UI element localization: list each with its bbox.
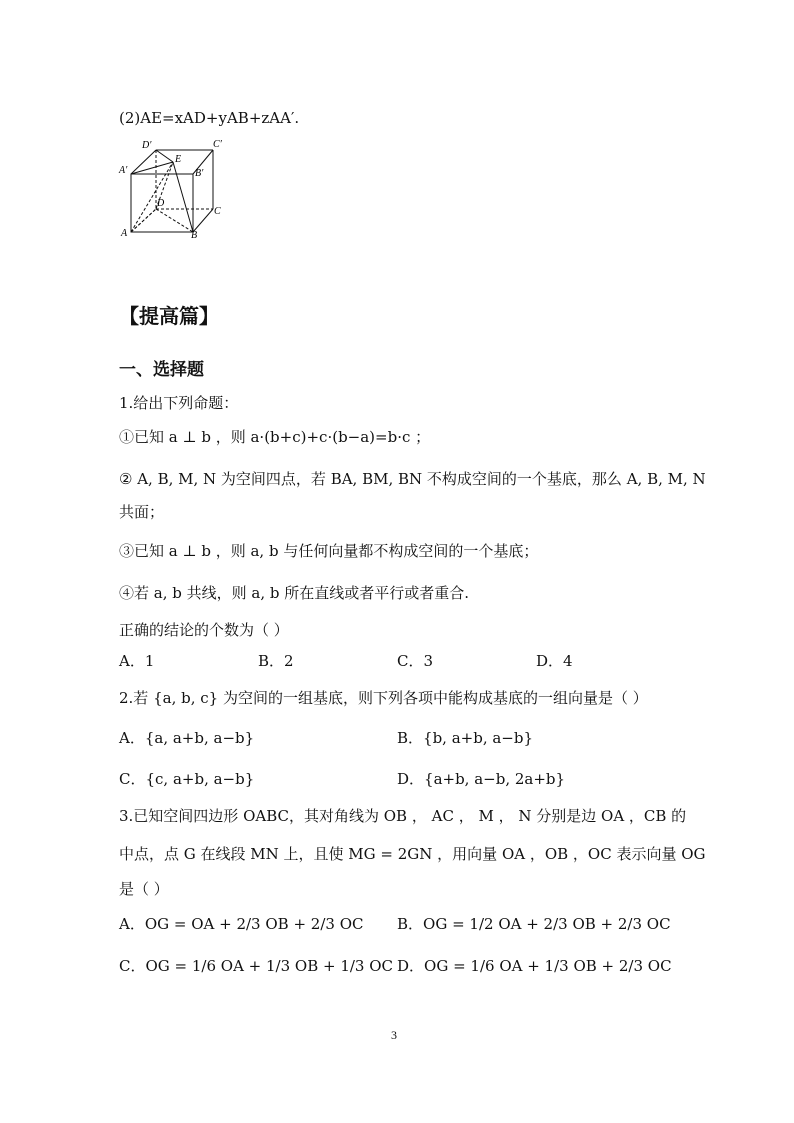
label-A: A xyxy=(121,228,128,238)
label-Bp: B′ xyxy=(195,168,204,179)
q1-proposition-1: ①已知 a ⊥ b ，则 a·(b+c)+c·(b−a)=b·c ； xyxy=(119,428,431,446)
q2-option-d[interactable]: D．{a+b, a−b, 2a+b} xyxy=(397,770,566,788)
q1-option-d[interactable]: D．4 xyxy=(536,652,573,670)
q2-stem: 2.若 {a, b, c} 为空间的一组基底，则下列各项中能构成基底的一组向量是（ ） xyxy=(119,689,648,707)
q1-proposition-2a: ② A, B, M, N 为空间四点，若 BA, BM, BN 不构成空间的一个基底，那么 A, B, M, N xyxy=(119,470,706,488)
q1-proposition-4: ④若 a, b 共线，则 a, b 所在直线或者平行或者重合. xyxy=(119,584,470,602)
q1-ask: 正确的结论的个数为（ ） xyxy=(119,621,289,639)
q1-proposition-2b: 共面； xyxy=(119,503,165,521)
label-D: D xyxy=(157,198,165,209)
q1-proposition-3: ③已知 a ⊥ b ，则 a, b 与任何向量都不构成空间的一个基底； xyxy=(119,542,539,560)
q1-option-b[interactable]: B．2 xyxy=(258,652,294,670)
q3-option-b[interactable]: B．OG = 1/2 OA + 2/3 OB + 2/3 OC xyxy=(397,915,671,933)
q1-stem: 1.给出下列命题： xyxy=(119,394,239,412)
intro-formula: (2)AE=xAD+yAB+zAA′. xyxy=(119,109,300,127)
label-Cp: C′ xyxy=(213,139,222,150)
subsection-heading: 一、选择题 xyxy=(119,360,204,380)
q2-option-b[interactable]: B．{b, a+b, a−b} xyxy=(397,729,534,747)
q3-stem-line-1: 3.已知空间四边形 OABC，其对角线为 OB ， AC ， M ， N 分别是边 OA ，CB 的 xyxy=(119,807,687,825)
label-Dp: D′ xyxy=(142,140,152,151)
label-E: E xyxy=(175,154,182,165)
cube-figure xyxy=(118,136,228,238)
q3-option-d[interactable]: D．OG = 1/6 OA + 1/3 OB + 2/3 OC xyxy=(397,957,672,975)
label-C: C xyxy=(214,206,221,217)
q2-option-a[interactable]: A．{a, a+b, a−b} xyxy=(119,729,255,747)
q3-stem-line-2: 中点，点 G 在线段 MN 上，且使 MG = 2GN ，用向量 OA ，OB ，OC 表示向量 OG xyxy=(119,845,706,863)
q1-option-c[interactable]: C．3 xyxy=(397,652,434,670)
q1-option-a[interactable]: A．1 xyxy=(119,652,155,670)
label-B: B xyxy=(191,230,198,238)
q2-option-c[interactable]: C．{c, a+b, a−b} xyxy=(119,770,255,788)
page-number: 3 xyxy=(391,1028,397,1042)
q3-option-a[interactable]: A．OG = OA + 2/3 OB + 2/3 OC xyxy=(119,915,364,933)
q3-option-c[interactable]: C．OG = 1/6 OA + 1/3 OB + 1/3 OC xyxy=(119,957,394,975)
section-heading: 【提高篇】 xyxy=(119,304,219,328)
q3-stem-line-3: 是（ ） xyxy=(119,880,169,898)
label-Ap: A′ xyxy=(119,165,128,176)
